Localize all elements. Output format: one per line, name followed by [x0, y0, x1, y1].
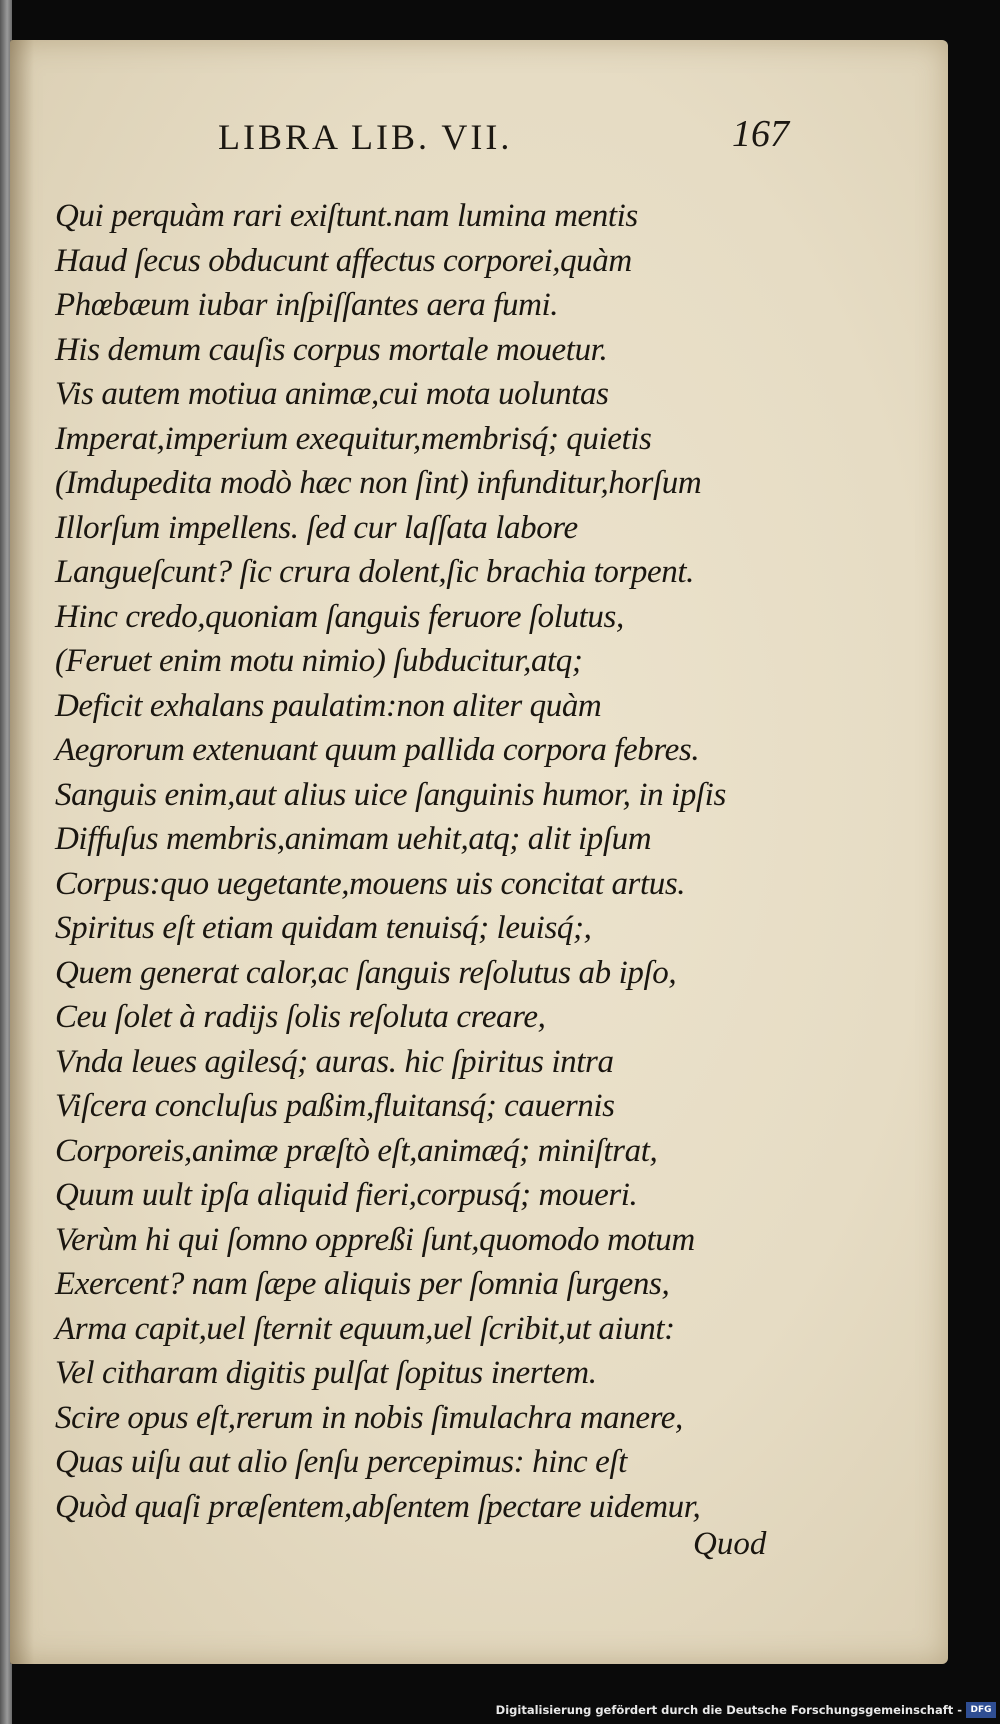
verse-line: Imperat,imperium exequitur,membrisq́; quietis [55, 420, 652, 457]
verse-line: Aegrorum extenuant quum pallida corpora febres. [55, 732, 700, 768]
verse-line: Deficit exhalans paulatim:non aliter quàm [55, 687, 602, 724]
running-head: LIBRA LIB. VII. [218, 117, 513, 157]
verse-line: Hinc credo,quoniam ſanguis feruore ſolutus, [55, 598, 624, 635]
verse-block [55, 194, 905, 1529]
verse-line: His demum cauſis corpus mortale mouetur. [55, 331, 608, 368]
verse-line: Quem generat calor,ac ſanguis reſolutus ab ipſo, [55, 954, 677, 991]
verse-line: Langueſcunt? ſic crura dolent,ſic brachia torpent. [55, 554, 695, 590]
verse-line: Qui perquàm rari exiſtunt.nam lumina mentis [55, 198, 638, 234]
footer-bar [0, 1700, 1000, 1724]
verse-line: Haud ſecus obducunt affectus corporei,quàm [55, 242, 632, 279]
catchword: Quod [693, 1526, 767, 1562]
dfg-logo: DFG [966, 1702, 996, 1718]
verse-line: Sanguis enim,aut alius uice ſanguinis humor, in ipſis [55, 776, 726, 813]
verse-line: Verùm hi qui ſomno oppreßi ſunt,quomodo motum [55, 1221, 695, 1258]
verse-line: Scire opus eſt,rerum in nobis ſimulachra manere, [55, 1399, 683, 1436]
verse-line: Illorſum impellens. ſed cur laſſata labore [55, 509, 578, 546]
verse-line: (Feruet enim motu nimio) ſubducitur,atq; [55, 643, 583, 679]
verse-line: Spiritus eſt etiam quidam tenuisq́; leuisq́;, [55, 910, 592, 946]
funding-credit: Digitalisierung gefördert durch die Deutsche Forschungsgemeinschaft - [495, 1703, 962, 1717]
verse-line: Ceu ſolet à radijs ſolis reſoluta creare, [55, 999, 546, 1035]
book-page [10, 40, 948, 1664]
page-number: 167 [732, 113, 789, 155]
verse-line: Arma capit,uel ſternit equum,uel ſcribit,ut aiunt: [55, 1310, 675, 1347]
verse-line: Exercent? nam ſæpe aliquis per ſomnia ſurgens, [55, 1266, 670, 1302]
verse-line: Vel citharam digitis pulſat ſopitus inertem. [55, 1355, 597, 1391]
verse-line: (Imdupedita modò hæc non ſint) infunditur,horſum [55, 465, 702, 501]
verse-line: Quas uiſu aut alio ſenſu percepimus: hinc eſt [55, 1444, 627, 1480]
verse-line: Quòd quaſi præſentem,abſentem ſpectare uidemur, [55, 1488, 701, 1525]
verse-line: Quum uult ipſa aliquid fieri,corpusq́; moueri. [55, 1177, 638, 1213]
verse-line: Phœbæum iubar inſpiſſantes aera fumi. [55, 287, 559, 323]
verse-line: Corpus:quo uegetante,mouens uis concitat artus. [55, 865, 686, 902]
verse-line: Vnda leues agilesq́; auras. hic ſpiritus intra [55, 1043, 614, 1080]
verse-line: Vis autem motiua animæ,cui mota uoluntas [55, 376, 609, 412]
verse-line: Viſcera concluſus paßim,fluitansq́; cauernis [55, 1088, 615, 1124]
verse-line: Corporeis,animæ præſtò eſt,animæq́; miniſtrat, [55, 1132, 658, 1169]
verse-line: Diffuſus membris,animam uehit,atq; alit ipſum [55, 821, 652, 857]
